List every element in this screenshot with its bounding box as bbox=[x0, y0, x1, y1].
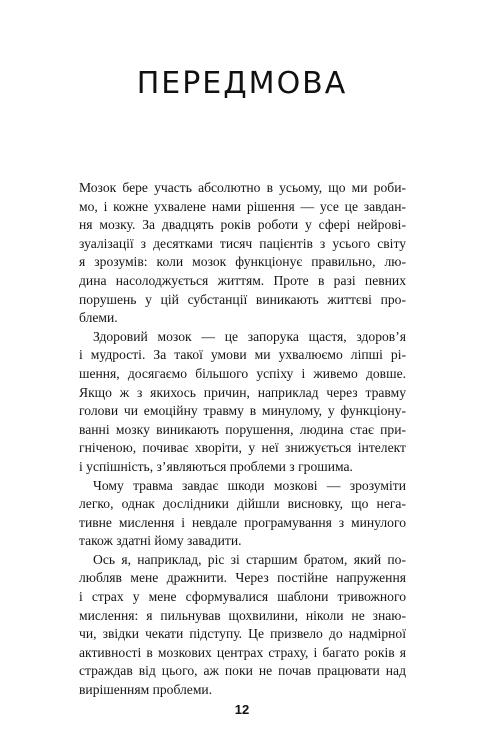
paragraph bbox=[79, 179, 406, 328]
text-line: Мозок бере участь абсолютно в усьому, що ми роби- bbox=[79, 180, 406, 195]
text-line: і успішність, з’являються проблеми з грошима. bbox=[79, 458, 353, 474]
text-line: Чому травма завдає шкоди мозкові — зрозуміти bbox=[93, 477, 406, 493]
text-line: я зрозумів: коли мозок функціонує правильно, лю- bbox=[79, 254, 406, 270]
text-line: Здоровий мозок — це запорука щастя, здоров’я bbox=[93, 328, 406, 344]
text-line: мислення: я пильнував щохвилини, ніколи не знаю- bbox=[79, 607, 406, 623]
text-line: також здатні йому завадити. bbox=[79, 533, 242, 549]
paragraph bbox=[79, 551, 406, 700]
text-line: зуалізації з десятками тисяч пацієнтів з усього світу bbox=[79, 235, 406, 251]
text-line: і страх у мене сформувалися шаблони тривожного bbox=[79, 589, 406, 605]
paragraph bbox=[79, 328, 406, 477]
text-line: легко, однак дослідники дійшли висновку, що нега- bbox=[79, 496, 406, 512]
text-line: дина насолоджується життям. Проте в разі певних bbox=[79, 272, 406, 288]
text-line: активності в мозкових центрах страху, і багато років я bbox=[79, 644, 406, 660]
text-line: любляв мене дражнити. Через постійне напруження bbox=[79, 570, 406, 586]
text-line: Якщо ж з якихось причин, наприклад через травму bbox=[79, 384, 406, 400]
text-line: тивне мислення і невдале програмування з минулого bbox=[79, 514, 406, 530]
text-line: страждав від цього, аж поки не почав працювати над bbox=[79, 663, 406, 679]
page-title: ПЕРЕДМОВА bbox=[136, 66, 348, 101]
text-line: і мудрості. За такої умови ми ухвалюємо ліпші рі- bbox=[79, 347, 406, 363]
text-line: ванні мозку виникають порушення, людина стає при- bbox=[79, 421, 406, 437]
text-line: шення, досягаємо більшого успіху і живемо довше. bbox=[79, 365, 406, 381]
page-number: 12 bbox=[234, 702, 250, 717]
text-line: Ось я, наприклад, ріс зі старшим братом, який по- bbox=[93, 551, 406, 567]
text-line: порушень у цій субстанції виникають життєві про- bbox=[79, 291, 406, 307]
text-line: гніченою, почиває хворіти, у неї знижується інтелект bbox=[79, 440, 406, 456]
text-line: ня мозку. За двадцять років роботи у сфері нейрові- bbox=[79, 217, 406, 233]
text-line: чи, звідки чекати підступу. Це призвело до надмірної bbox=[79, 626, 406, 642]
text-line: вирішенням проблеми. bbox=[79, 682, 213, 698]
preface-text bbox=[79, 179, 406, 700]
text-line: блеми. bbox=[79, 310, 118, 326]
text-line: мо, і кожне ухвалене нами рішення — усе це завдан- bbox=[79, 198, 406, 214]
paragraph bbox=[79, 477, 406, 551]
text-line: голови чи емоційну травму в минулому, у функціону- bbox=[79, 403, 406, 419]
